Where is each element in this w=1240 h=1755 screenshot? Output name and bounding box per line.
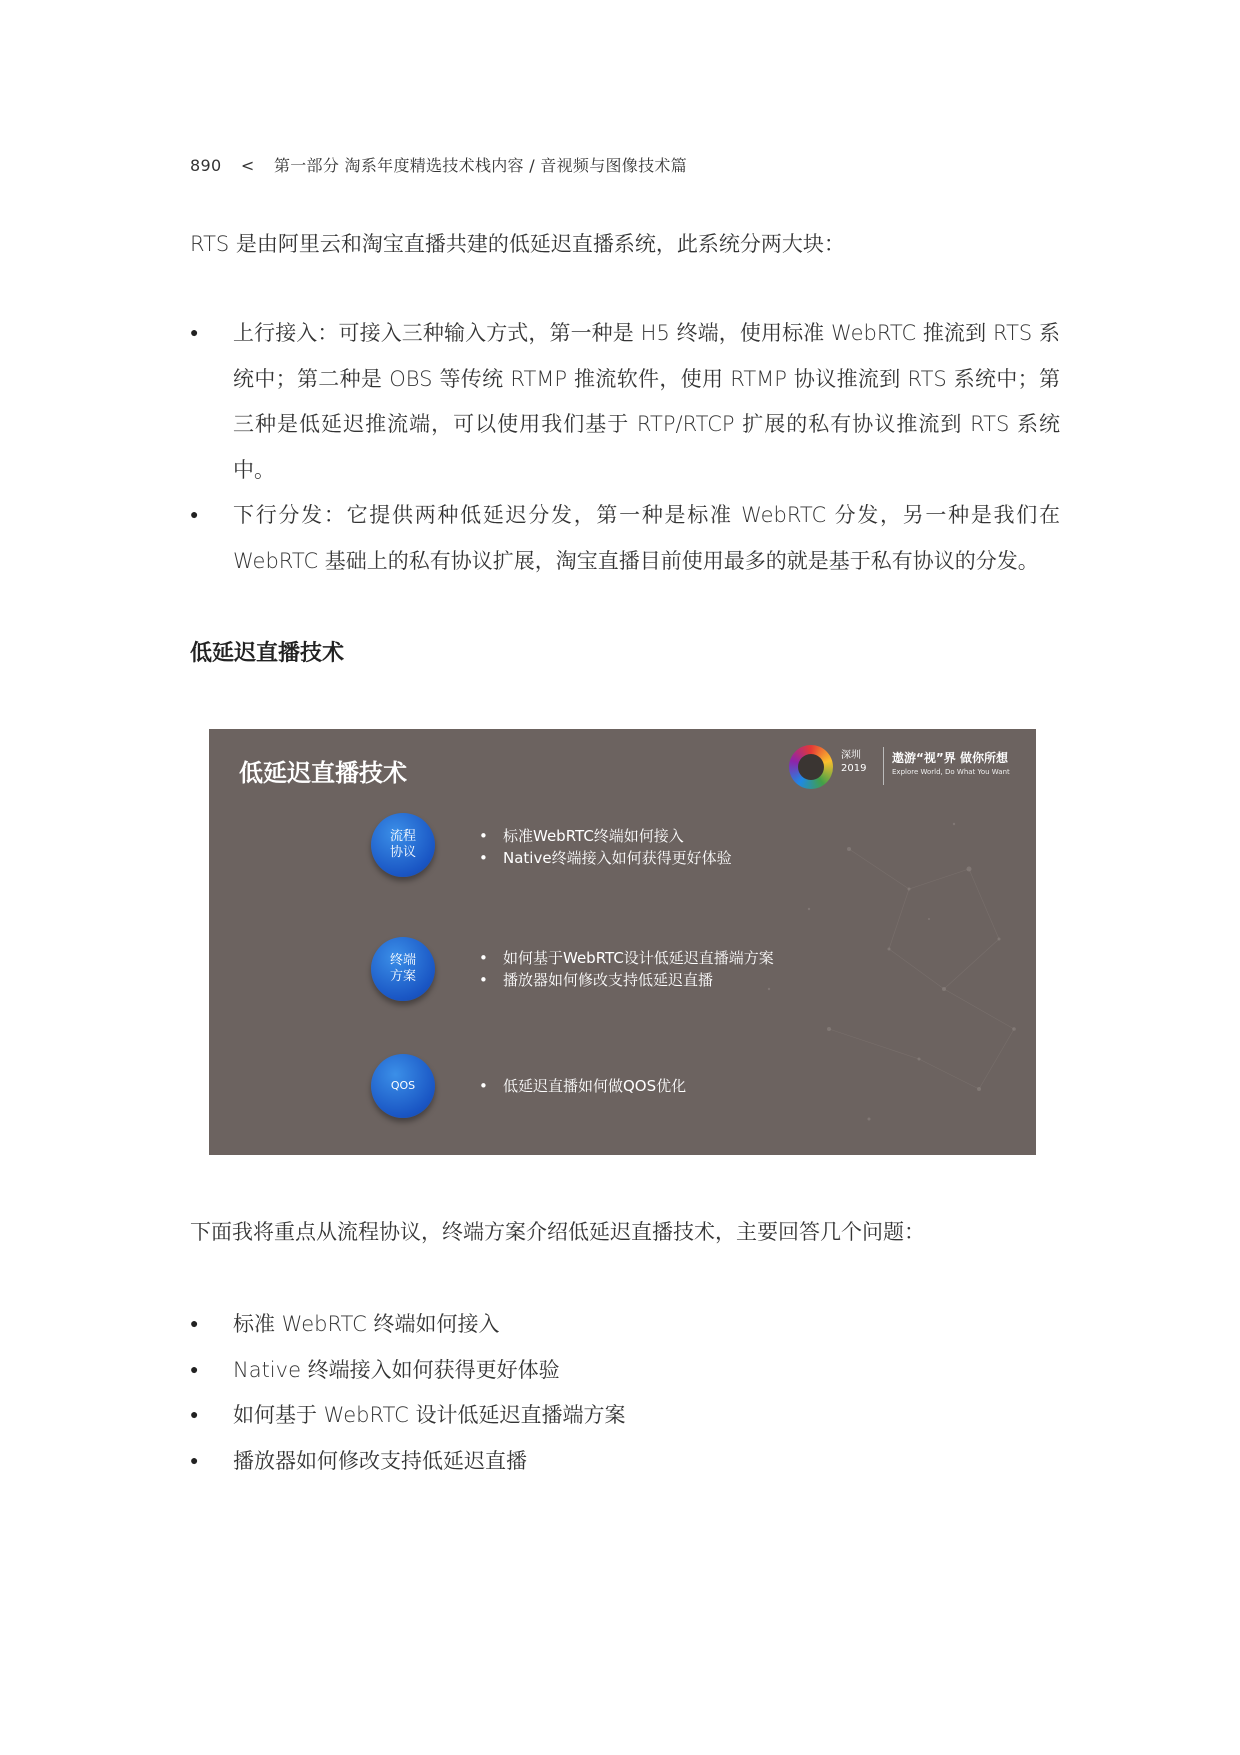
list-item xyxy=(190,1393,1060,1439)
list-item-text: 上行接入：可接入三种输入方式，第一种是 H5 终端，使用标准 WebRTC 推流到 RTS 系统中；第二种是 OBS 等传统 RTMP 推流软件，使用 RTMP 协议推流到 RTS 系统中；第三种是低延迟推流端，可以使用我们基于 RTP/RTCP 扩展的私有协议推流到 RTS 系统中。 xyxy=(233,321,1060,482)
circle-label-line: 终端 xyxy=(389,953,416,968)
bullet-list-questions xyxy=(190,1302,1060,1484)
slide-list-item: • 如何基于WebRTC设计低延迟直播端方案 xyxy=(479,947,774,969)
slide-list-item: • 标准WebRTC终端如何接入 xyxy=(479,825,732,847)
slide-list-protocol xyxy=(479,825,732,869)
header-separator: < xyxy=(240,156,255,175)
list-item xyxy=(190,1302,1060,1348)
circle-process-protocol xyxy=(371,813,435,877)
logo-city-name: 深圳 xyxy=(841,750,861,761)
logo-year: 2019 xyxy=(841,763,867,774)
bullet-icon: ● xyxy=(190,1452,199,1469)
logo-divider xyxy=(883,747,884,785)
slide-list-item: • 低延迟直播如何做QOS优化 xyxy=(479,1075,686,1097)
bullet-list-rts xyxy=(190,311,1060,584)
bullet-icon: ● xyxy=(190,507,199,523)
bullet-icon: ● xyxy=(190,1361,199,1378)
circle-label-line: 流程 xyxy=(389,829,416,844)
intro-paragraph: RTS 是由阿里云和淘宝直播共建的低延迟直播系统，此系统分两大块： xyxy=(190,232,845,256)
slide-list-qos xyxy=(479,1075,686,1097)
slide-title: 低延迟直播技术 xyxy=(239,759,407,787)
list-item-text: 如何基于 WebRTC 设计低延迟直播端方案 xyxy=(233,1403,626,1427)
logo-ring-icon xyxy=(789,745,833,789)
circle-label-line: 协议 xyxy=(389,845,416,860)
list-item xyxy=(190,1439,1060,1485)
slide-list-client xyxy=(479,947,774,991)
logo-slogan-en: Explore World, Do What You Want xyxy=(892,768,1010,776)
list-item xyxy=(190,493,1060,584)
slide-image xyxy=(209,729,1036,1155)
section-heading: 低延迟直播技术 xyxy=(190,641,345,666)
list-item-text: Native 终端接入如何获得更好体验 xyxy=(233,1357,560,1382)
slide-list-item: • 播放器如何修改支持低延迟直播 xyxy=(479,969,774,991)
list-item-text: 下行分发：它提供两种低延迟分发，第一种是标准 WebRTC 分发，另一种是我们在 WebRTC 基础上的私有协议扩展，淘宝直播目前使用最多的就是基于私有协议的分发。 xyxy=(233,503,1060,573)
page-number: 890 xyxy=(190,156,222,175)
logo-city xyxy=(841,749,866,775)
list-item xyxy=(190,1348,1060,1394)
bullet-icon: ● xyxy=(190,1407,199,1423)
logo-slogan: 遨游“视”界 做你所想 xyxy=(892,751,1008,765)
circle-label-line: 方案 xyxy=(389,969,416,984)
list-item-text: 播放器如何修改支持低延迟直播 xyxy=(233,1448,527,1473)
circle-client-solution xyxy=(371,937,435,1001)
running-header xyxy=(190,153,701,176)
circle-label-line: QOS xyxy=(390,1079,416,1092)
header-section: 第一部分 淘系年度精选技术栈内容 / 音视频与图像技术篇 xyxy=(273,156,688,175)
slide-list-item: • Native终端接入如何获得更好体验 xyxy=(479,847,732,869)
circle-qos xyxy=(371,1054,435,1118)
paragraph-questions: 下面我将重点从流程协议，终端方案介绍低延迟直播技术，主要回答几个问题： xyxy=(190,1220,925,1244)
list-item-text: 标准 WebRTC 终端如何接入 xyxy=(233,1312,500,1336)
bullet-icon: ● xyxy=(190,325,199,341)
bullet-icon: ● xyxy=(190,1316,199,1332)
conference-logo xyxy=(789,743,1019,791)
list-item xyxy=(190,311,1060,493)
